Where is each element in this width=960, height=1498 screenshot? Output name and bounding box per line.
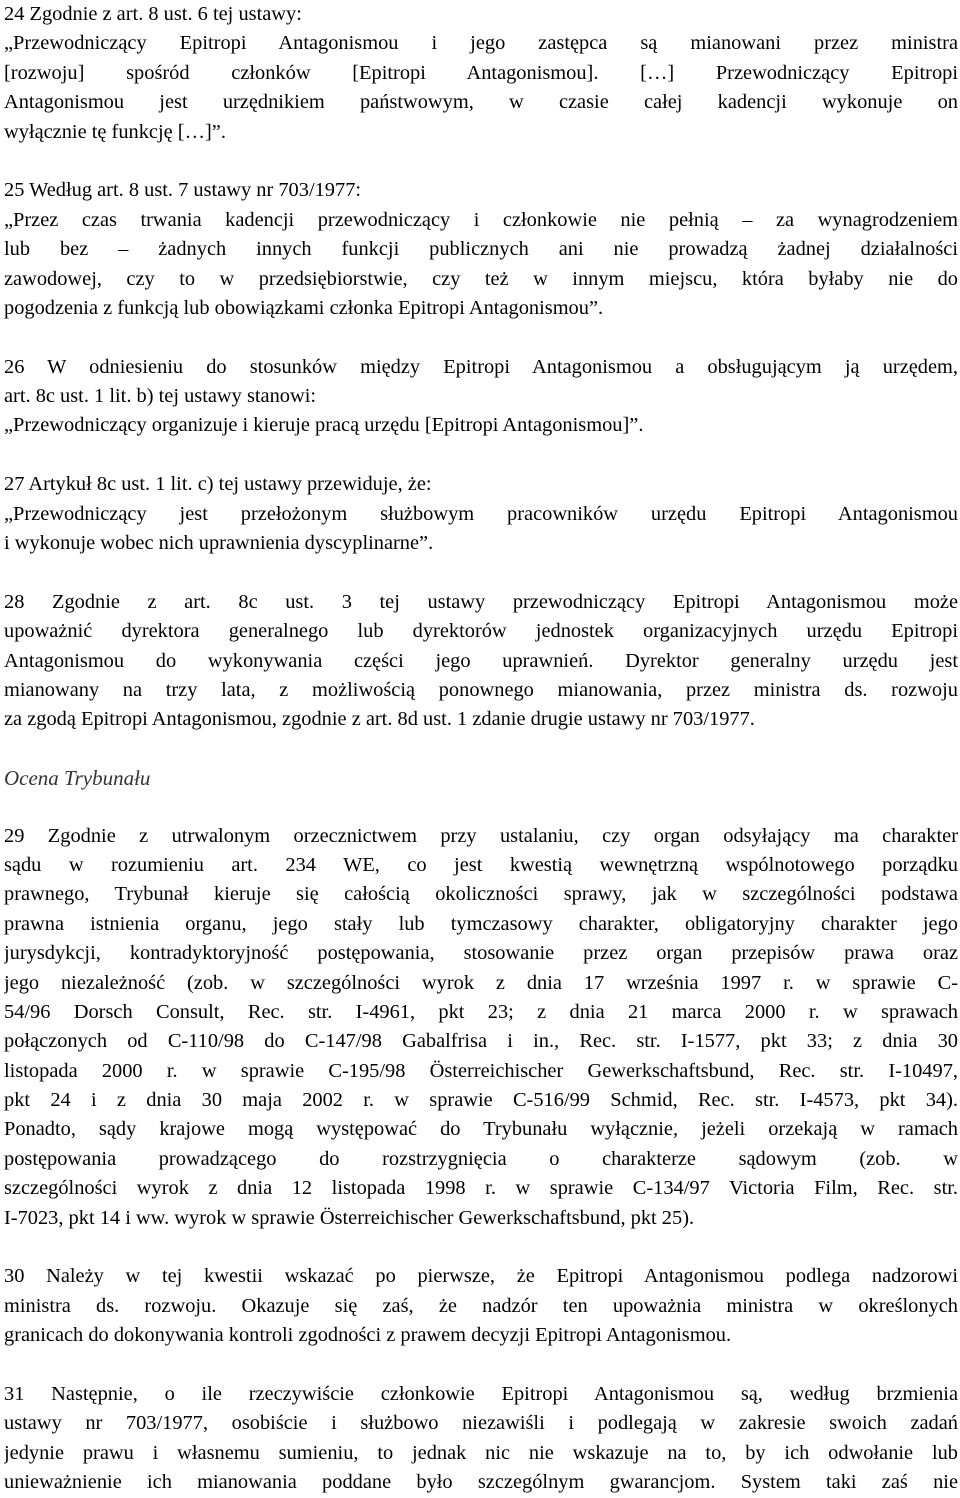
text-line: pogodzenia z funkcją lub obowiązkami członka Epitropi Antagonismou”. — [4, 296, 604, 319]
text-line: lub bez – żadnych innych funkcji publicznych ani nie prowadzą żadnej działalności — [4, 238, 958, 261]
text-line: za zgodą Epitropi Antagonismou, zgodnie z art. 8d ust. 1 zdanie drugie ustawy nr 703/1977. — [4, 708, 755, 731]
text-line: 24 Zgodnie z art. 8 ust. 6 tej ustawy: — [4, 3, 302, 25]
text-line: jurysdykcji, kontradyktoryjność postępowania, stosowanie przez organ przepisów prawa oraz — [4, 942, 958, 965]
text-line: 27 Artykuł 8c ust. 1 lit. c) tej ustawy przewiduje, że: — [4, 473, 432, 496]
text-line: „Przewodniczący organizuje i kieruje pracą urzędu [Epitropi Antagonismou]”. — [4, 414, 644, 437]
text-line: Ponadto, sądy krajowe mogą występować do Trybunału wyłącznie, jeżeli orzekają w ramach — [4, 1118, 958, 1141]
paragraph-p27 — [4, 470, 958, 558]
text-line: sądu w rozumieniu art. 234 WE, co jest kwestią wewnętrzną wspólnotowego porządku — [4, 853, 958, 876]
text-line: 28 Zgodnie z art. 8c ust. 3 tej ustawy przewodniczący Epitropi Antagonismou może — [4, 590, 958, 613]
text-line: unieważnienie ich mianowania poddane było szczególnym gwarancjom. System taki zaś nie — [4, 1471, 958, 1494]
paragraph-spacer — [4, 147, 958, 176]
text-line: 26 W odniesieniu do stosunków między Epitropi Antagonismou a obsługującym ją urzędem, — [4, 355, 958, 378]
text-line: I-7023, pkt 14 i ww. wyrok w sprawie Österreichischer Gewerkschaftsbund, pkt 25). — [4, 1206, 695, 1229]
paragraph-spacer — [4, 1233, 958, 1262]
text-line: 25 Według art. 8 ust. 7 ustawy nr 703/1977: — [4, 179, 362, 202]
paragraph-p29 — [4, 822, 958, 1233]
text-line: 30 Należy w tej kwestii wskazać po pierwsze, że Epitropi Antagonismou podlega nadzorowi — [4, 1265, 958, 1288]
text-line: 31 Następnie, o ile rzeczywiście członkowie Epitropi Antagonismou są, według brzmienia — [4, 1382, 958, 1405]
text-line: wyłącznie tę funkcję […]”. — [4, 120, 226, 143]
text-line: listopada 2000 r. w sprawie C-195/98 Österreichischer Gewerkschaftsbund, Rec. str. I-10497, — [4, 1059, 958, 1082]
text-line: prawnego, Trybunał kieruje się całością okoliczności sprawy, jak w szczególności podstawa — [4, 883, 958, 906]
text-line: jedynie prawu i własnemu sumieniu, to jednak nic nie wskazuje na to, by ich odwołanie lub — [4, 1441, 958, 1464]
paragraph-p31 — [4, 1380, 958, 1498]
text-line: Antagonismou do wykonywania części jego uprawnień. Dyrektor generalny urzędu jest — [4, 649, 958, 672]
text-line: 54/96 Dorsch Consult, Rec. str. I-4961, pkt 23; z dnia 21 marca 2000 r. w sprawach — [4, 1000, 958, 1023]
text-line: art. 8c ust. 1 lit. b) tej ustawy stanowi: — [4, 385, 317, 408]
text-line: prawna istnienia organu, jego stały lub tymczasowy charakter, obligatoryjny charakter jego — [4, 912, 958, 935]
text-line: połączonych od C-110/98 do C-147/98 Gabalfrisa i in., Rec. str. I-1577, pkt 33; z dnia 30 — [4, 1030, 958, 1053]
text-line: i wykonuje wobec nich uprawnienia dyscyplinarne”. — [4, 532, 434, 555]
text-line: postępowania prowadzącego do rozstrzygnięcia o charakterze sądowym (zob. w — [4, 1147, 958, 1170]
paragraph-p28 — [4, 588, 958, 735]
paragraph-spacer — [4, 323, 958, 352]
text-line: zawodowej, czy to w przedsiębiorstwie, czy też w innym miejscu, która byłaby nie do — [4, 267, 958, 290]
paragraph-p26 — [4, 353, 958, 441]
text-line: [rozwoju] spośród członków [Epitropi Antagonismou]. […] Przewodniczący Epitropi — [4, 61, 958, 84]
paragraph-spacer — [4, 794, 958, 822]
text-line: jego niezależność (zob. w szczególności wyrok z dnia 17 września 1997 r. w sprawie C- — [4, 971, 958, 994]
text-line: Antagonismou jest urzędnikiem państwowym, w czasie całej kadencji wykonuje on — [4, 91, 958, 114]
paragraph-spacer — [4, 558, 958, 587]
paragraph-p30 — [4, 1262, 958, 1350]
text-line: szczególności wyrok z dnia 12 listopada 1998 r. w sprawie C-134/97 Victoria Film, Rec. str. — [4, 1177, 958, 1200]
paragraph-spacer — [4, 441, 958, 470]
text-line: ministra ds. rozwoju. Okazuje się zaś, że nadzór ten upoważnia ministra w określonych — [4, 1294, 958, 1317]
text-line: ustawy nr 703/1977, osobiście i służbowo niezawiśli i podlegają w zakresie swoich zadań — [4, 1412, 958, 1435]
text-line: „Przewodniczący Epitropi Antagonismou i jego zastępca są mianowani przez ministra — [4, 32, 958, 55]
text-line: „Przez czas trwania kadencji przewodniczący i członkowie nie pełnią – za wynagrodzeniem — [4, 208, 958, 231]
text-line: pkt 24 i z dnia 30 maja 2002 r. w sprawie C-516/99 Schmid, Rec. str. I-4573, pkt 34). — [4, 1089, 958, 1112]
text-line: „Przewodniczący jest przełożonym służbowym pracowników urzędu Epitropi Antagonismou — [4, 502, 958, 525]
document-page — [4, 0, 958, 1498]
paragraph-p24 — [4, 0, 958, 147]
paragraph-p25 — [4, 176, 958, 323]
text-line: mianowany na trzy lata, z możliwością ponownego mianowania, przez ministra ds. rozwoju — [4, 678, 958, 701]
text-line: upoważnić dyrektora generalnego lub dyrektorów jednostek organizacyjnych urzędu Epitropi — [4, 620, 958, 643]
text-line: 29 Zgodnie z utrwalonym orzecznictwem przy ustalaniu, czy organ odsyłający ma charakter — [4, 824, 958, 847]
section-heading: Ocena Trybunału — [4, 766, 151, 791]
paragraph-spacer — [4, 735, 958, 764]
paragraph-spacer — [4, 1351, 958, 1380]
text-line: granicach do dokonywania kontroli zgodności z prawem decyzji Epitropi Antagonismou. — [4, 1324, 732, 1347]
